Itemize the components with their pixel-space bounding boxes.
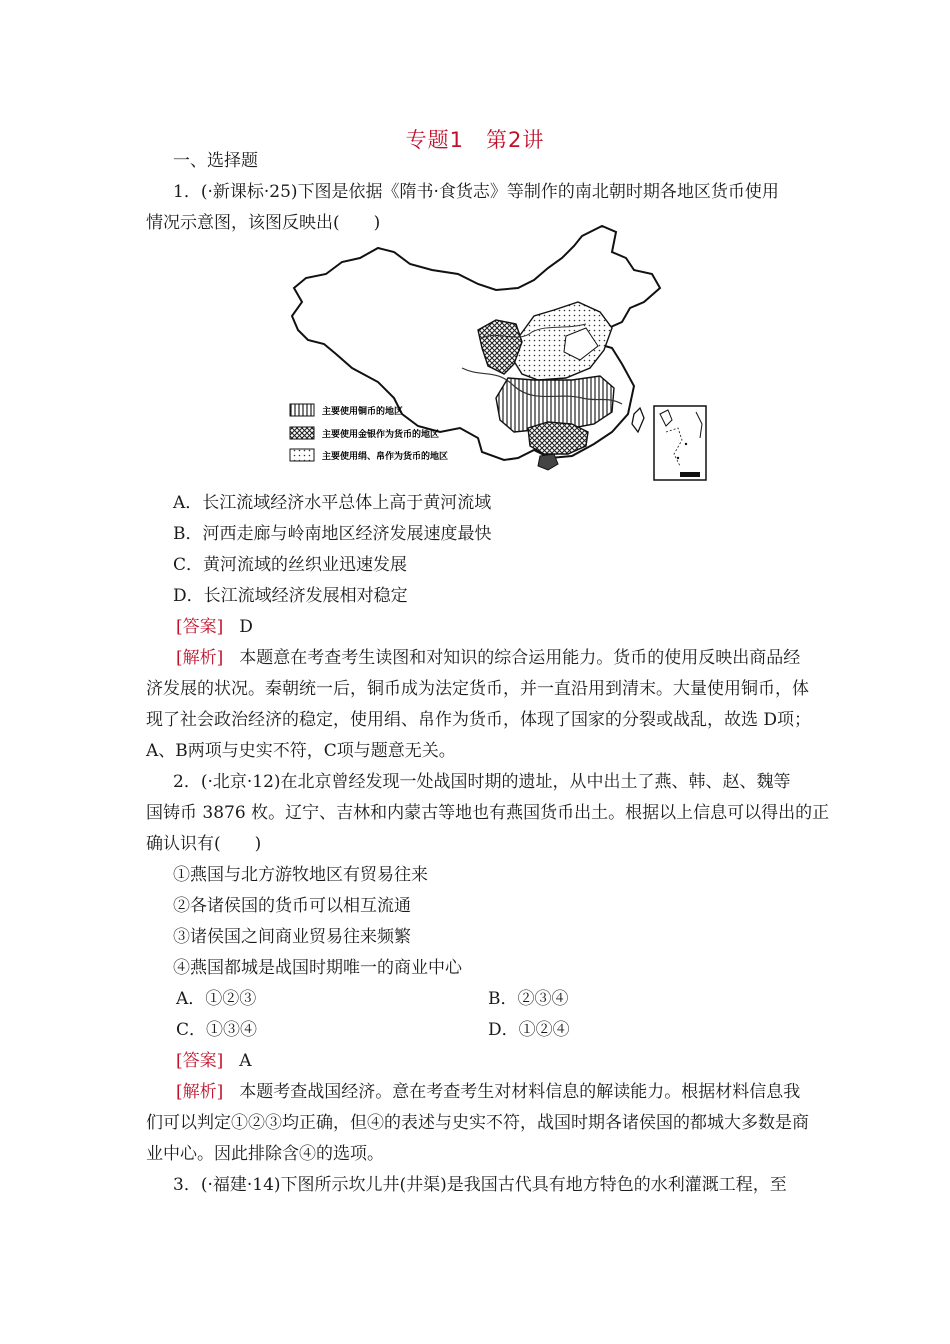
q1-stem-line-1: 1．(·新课标·25)下图是依据《隋书·食货志》等制作的南北朝时期各地区货币使用 bbox=[173, 182, 779, 202]
gold-silver-region-south bbox=[528, 422, 588, 454]
q2-stem-line-1: 2．(·北京·12)在北京曾经发现一处战国时期的遗址，从中出土了燕、韩、赵、魏等 bbox=[173, 772, 791, 792]
q2-option-c: C．①③④ bbox=[176, 1020, 258, 1040]
q2-option-a: A．①②③ bbox=[176, 989, 257, 1009]
q2-analysis-line-2: 们可以判定①②③均正确，但④的表述与史实不符，战国时期各诸侯国的都城大多数是商 bbox=[146, 1113, 809, 1133]
q1-option-d: D．长江流域经济发展相对稳定 bbox=[173, 586, 408, 606]
q2-answer-row bbox=[176, 1050, 252, 1072]
q1-stem-line-2: 情况示意图，该图反映出( ) bbox=[146, 213, 381, 233]
q1-analysis-line-1: [解析] 本题意在考查考生读图和对知识的综合运用能力。货币的使用反映出商品经 bbox=[176, 648, 801, 668]
q2-option-d: D．①②④ bbox=[488, 1020, 570, 1040]
q1-analysis-line-3: 现了社会政治经济的稳定，使用绢、帛作为货币，体现了国家的分裂或战乱，故选 D项； bbox=[146, 710, 812, 730]
q2-analysis-line-3: 业中心。因此排除含④的选项。 bbox=[146, 1144, 384, 1164]
q2-analysis-line-1: [解析] 本题考查战国经济。意在考查考生对材料信息的解读能力。根据材料信息我 bbox=[176, 1082, 801, 1102]
q1-option-b: B．河西走廊与岭南地区经济发展速度最快 bbox=[173, 524, 492, 544]
legend-label-silk: 主要使用绢、帛作为货币的地区 bbox=[322, 452, 449, 462]
answer-tag: [答案] bbox=[176, 1051, 224, 1071]
section-heading: 一、选择题 bbox=[173, 151, 258, 171]
legend-label-copper: 主要使用铜币的地区 bbox=[322, 407, 404, 417]
q2-item-1: ①燕国与北方游牧地区有贸易往来 bbox=[173, 865, 428, 885]
q2-item-4: ④燕国都城是战国时期唯一的商业中心 bbox=[173, 958, 462, 978]
answer-value: A bbox=[239, 1051, 252, 1071]
q2-item-3: ③诸侯国之间商业贸易往来频繁 bbox=[173, 927, 411, 947]
page-title: 专题1 第2讲 bbox=[405, 128, 545, 152]
legend-label-gold-silver: 主要使用金银作为货币的地区 bbox=[322, 430, 440, 440]
answer-value: D bbox=[239, 617, 253, 637]
answer-tag: [答案] bbox=[176, 617, 224, 637]
q1-option-a: A．长江流域经济水平总体上高于黄河流域 bbox=[173, 493, 492, 513]
q1-option-c: C．黄河流域的丝织业迅速发展 bbox=[173, 555, 408, 575]
q1-analysis-line-4: A、B两项与史实不符，C项与题意无关。 bbox=[146, 741, 456, 761]
q2-item-2: ②各诸侯国的货币可以相互流通 bbox=[173, 896, 411, 916]
currency-map-figure bbox=[282, 218, 742, 486]
south-china-sea-inset bbox=[654, 406, 706, 480]
q1-answer-row bbox=[176, 616, 253, 638]
q2-stem-line-3: 确认识有( ) bbox=[146, 834, 262, 854]
q2-option-b: B．②③④ bbox=[488, 989, 569, 1009]
q2-stem-line-2: 国铸币 3876 枚。辽宁、吉林和内蒙古等地也有燕国货币出土。根据以上信息可以得出的正 bbox=[146, 803, 830, 823]
hainan-island bbox=[538, 454, 558, 470]
q1-analysis-line-2: 济发展的状况。秦朝统一后，铜币成为法定货币，并一直沿用到清末。大量使用铜币，体 bbox=[146, 679, 809, 699]
taiwan-island bbox=[632, 408, 644, 432]
analysis-tag: [解析] bbox=[176, 1082, 224, 1102]
analysis-tag: [解析] bbox=[176, 648, 224, 668]
q3-stem-line-1: 3．(·福建·14)下图所示坎儿井(井渠)是我国古代具有地方特色的水利灌溉工程，至 bbox=[173, 1175, 787, 1195]
